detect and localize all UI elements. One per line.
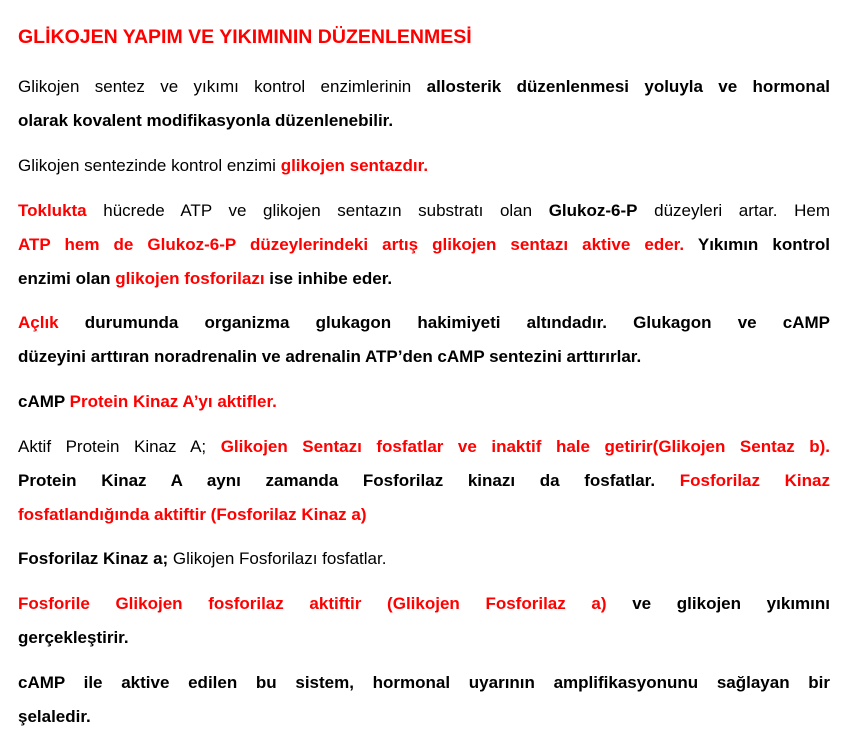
text-run-bold: Protein Kinaz A aynı zamanda Fosforilaz kinazı da fosfatlar.	[18, 471, 656, 490]
text-run: düzeyleri artar. Hem	[637, 201, 830, 220]
text-run-bold: allosterik düzenlenmesi yoluyla ve hormonal	[426, 77, 830, 96]
paragraph-fasting-state	[18, 306, 830, 374]
text-run: Glikojen sentez ve yıkımı kontrol enzimlerinin	[18, 77, 427, 96]
paragraph-allosteric-regulation	[18, 70, 830, 138]
paragraph-fed-state	[18, 194, 830, 296]
text-run-red-bold: Açlık	[18, 313, 59, 332]
text-run-red-bold: Fosforile Glikojen fosforilaz aktiftir (Glikojen Fosforilaz a)	[18, 594, 607, 613]
paragraph-line	[18, 587, 830, 621]
text-run: Glikojen Fosforilazı fosfatlar.	[168, 549, 387, 568]
text-run-bold: Glukoz-6-P	[548, 201, 638, 220]
paragraph-glycogen-phosphorylase	[18, 587, 830, 655]
paragraph-line	[18, 464, 830, 498]
text-run-bold: cAMP	[18, 392, 70, 411]
text-run-bold: şelaledir.	[18, 707, 91, 726]
text-run-red-bold: Protein Kinaz A’yı aktifler.	[69, 392, 277, 411]
paragraph-control-enzyme	[18, 149, 830, 183]
paragraph-camp-pka	[18, 385, 830, 419]
text-run-bold: ve glikojen yıkımını	[606, 594, 830, 613]
paragraph-active-pka	[18, 430, 830, 532]
text-run-bold: Yıkımın kontrol	[684, 235, 830, 254]
text-run-bold: durumunda organizma glukagon hakimiyeti altındadır. Glukagon ve cAMP	[58, 313, 830, 332]
paragraph-line	[18, 70, 830, 104]
paragraph-line	[18, 228, 830, 262]
text-run-red-bold: glikojen sentazdır.	[280, 156, 429, 175]
text-run-bold: olarak kovalent modifikasyonla düzenlenebilir.	[18, 111, 394, 130]
text-run-bold: cAMP ile aktive edilen bu sistem, hormonal uyarının amplifikasyonunu sağlayan bir	[18, 673, 830, 692]
paragraph-line	[18, 194, 830, 228]
text-run-bold: ise inhibe eder.	[264, 269, 393, 288]
text-run-bold: gerçekleştirir.	[18, 628, 129, 647]
paragraph-line	[18, 262, 830, 296]
text-run-red-bold: fosfatlandığında aktiftir (Fosforilaz Kinaz a)	[18, 505, 367, 524]
paragraph-amplification-cascade	[18, 666, 830, 734]
text-run-bold: Fosforilaz Kinaz a;	[18, 549, 169, 568]
text-run: Aktif Protein Kinaz A;	[18, 437, 221, 456]
text-run-red-bold: Toklukta	[18, 201, 87, 220]
text-run-red-bold: Fosforilaz Kinaz	[655, 471, 830, 490]
text-run-red-bold: Glikojen Sentazı fosfatlar ve inaktif hale getirir(Glikojen Sentaz b).	[220, 437, 831, 456]
paragraph-phosphorylase-kinase	[18, 542, 830, 576]
paragraph-line	[18, 430, 830, 464]
text-run-bold: düzeyini arttıran noradrenalin ve adrenalin ATP’den cAMP sentezini arttırırlar.	[18, 347, 642, 366]
page-title: GLİKOJEN YAPIM VE YIKIMININ DÜZENLENMESİ	[18, 26, 472, 48]
text-run-red-bold: glikojen fosforilazı	[115, 269, 265, 288]
text-run: hücrede ATP ve glikojen sentazın substratı olan	[86, 201, 549, 220]
text-run: Glikojen sentezinde kontrol enzimi	[18, 156, 281, 175]
text-run-bold: enzimi olan	[18, 269, 116, 288]
paragraph-line	[18, 306, 830, 340]
text-run-red-bold: ATP hem de Glukoz-6-P düzeylerindeki artış glikojen sentazı aktive eder.	[18, 235, 685, 254]
